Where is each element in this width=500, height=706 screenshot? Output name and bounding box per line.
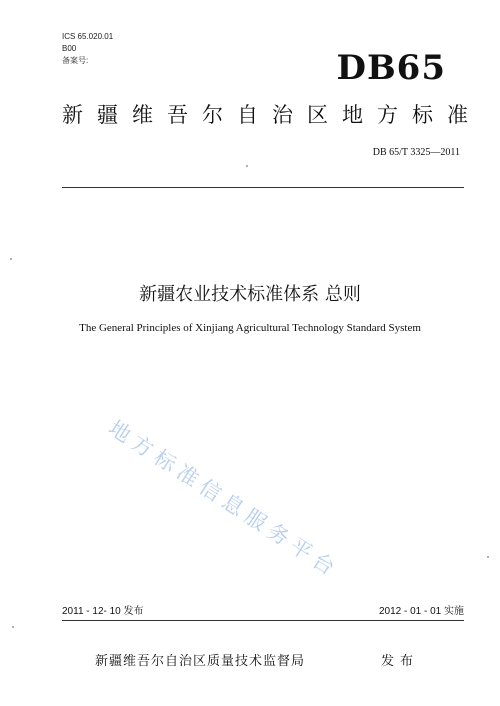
authority-header-char: 准: [447, 103, 468, 127]
authority-header-char: 自: [237, 103, 258, 127]
authority-header-char: 尔: [202, 103, 223, 127]
issue-date: 2011 - 12- 10 发布: [62, 606, 144, 617]
scan-speck: [487, 556, 489, 558]
authority-header-char: 方: [377, 103, 398, 127]
document-title-chinese: 新疆农业技术标准体系 总则: [139, 284, 361, 305]
ccs-code: B00: [62, 44, 77, 53]
scan-speck: [12, 626, 14, 628]
authority-header-char: 治: [272, 103, 293, 127]
issuing-authority: 新疆维吾尔自治区质量技术监督局: [95, 654, 306, 669]
bottom-divider: [62, 620, 464, 621]
watermark: 地方标准信息服务平台: [104, 415, 344, 584]
filing-number-label: 备案号:: [62, 56, 89, 65]
ics-code: ICS 65.020.01: [62, 32, 114, 41]
authority-header-char: 疆: [97, 103, 118, 127]
top-divider: [62, 187, 464, 188]
authority-header: [62, 100, 468, 130]
authority-header-char: 标: [412, 103, 433, 127]
scan-speck: [10, 258, 12, 260]
authority-header-char: 维: [132, 103, 153, 127]
standard-code-logo: DB65: [336, 48, 446, 88]
authority-header-char: 区: [307, 103, 328, 127]
standard-number: DB 65/T 3325—2011: [372, 147, 460, 158]
authority-header-char: 新: [62, 103, 83, 127]
scan-speck: [246, 165, 248, 167]
implementation-date: 2012 - 01 - 01 实施: [378, 606, 464, 617]
authority-header-char: 地: [342, 103, 363, 127]
authority-header-char: 吾: [167, 103, 188, 127]
document-title-english: The General Principles of Xinjiang Agricultural Technology Standard System: [79, 322, 421, 334]
issue-label: 发布: [381, 654, 420, 669]
